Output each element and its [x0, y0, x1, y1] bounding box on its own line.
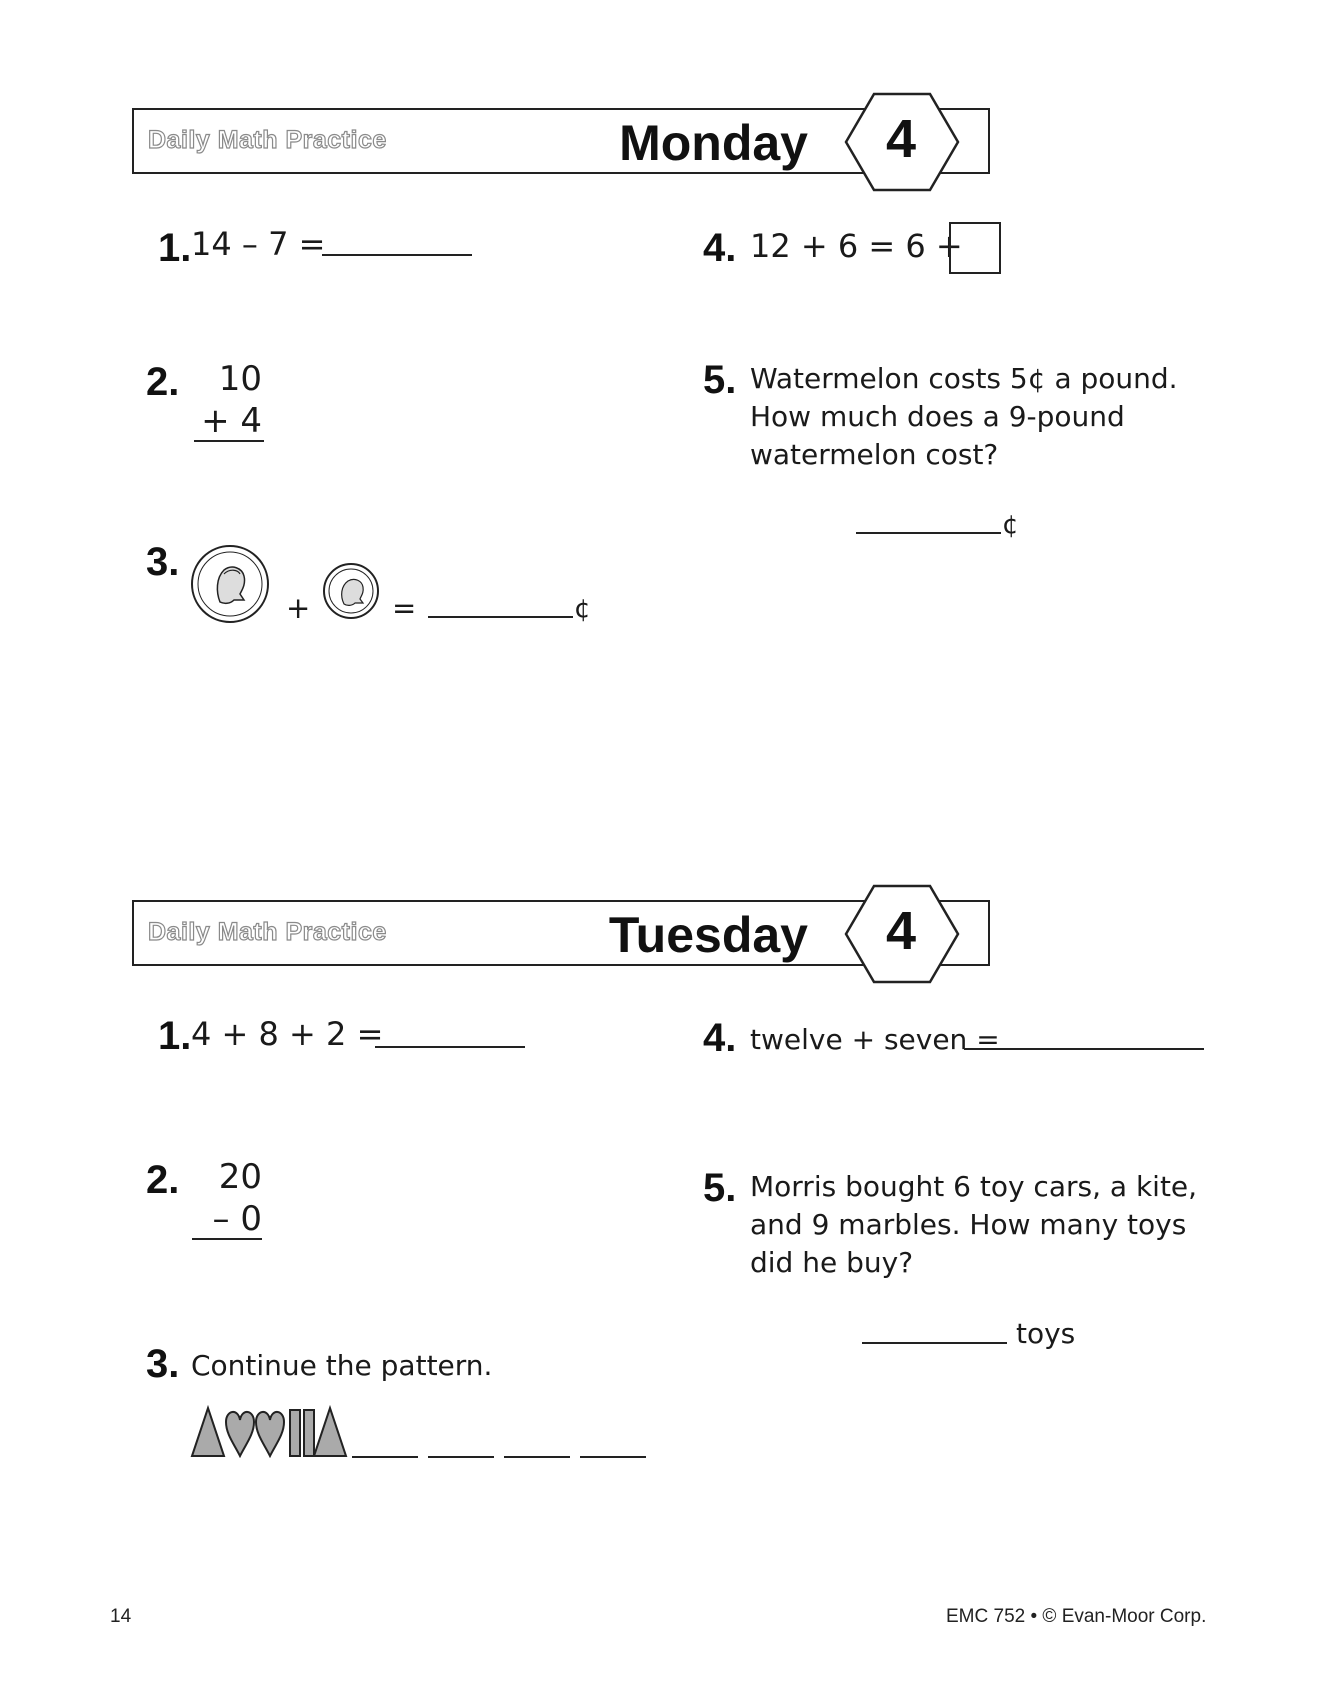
week-number: 4 [885, 901, 917, 961]
tuesday-banner [132, 900, 990, 966]
problem-number: 5. [703, 1166, 737, 1210]
monday-banner [132, 108, 990, 174]
heart-icon [256, 1412, 284, 1456]
bottom-operand: – 0 [212, 1199, 262, 1239]
problem-number: 5. [703, 358, 737, 402]
problem-expression: 12 + 6 = 6 + [750, 227, 963, 265]
problem-expression: 4 + 8 + 2 = [191, 1015, 384, 1053]
problem-number: 2. [146, 1158, 180, 1202]
problem-expression: 14 – 7 = [191, 225, 326, 263]
answer-blank[interactable] [322, 254, 472, 256]
problem-number: 4. [703, 226, 737, 270]
cents-unit: ¢ [574, 594, 591, 624]
problem-number: 3. [146, 1342, 180, 1386]
pattern-blank[interactable] [428, 1456, 494, 1458]
copyright-text: EMC 752 • © Evan-Moor Corp. [946, 1606, 1207, 1627]
vertical-problem [192, 1156, 262, 1240]
plus-sign: + [286, 591, 311, 625]
day-title: Monday [619, 115, 808, 171]
day-title: Tuesday [608, 907, 808, 963]
toys-unit: toys [1016, 1317, 1076, 1350]
equals-sign: = [392, 591, 417, 625]
brand-title: Daily Math Practice [148, 126, 387, 154]
pattern-blank[interactable] [504, 1456, 570, 1458]
problem-number: 1. [158, 226, 192, 270]
difference-line [192, 1238, 262, 1240]
answer-box[interactable] [949, 222, 1001, 274]
problem-number: 4. [703, 1016, 737, 1060]
top-operand: 10 [218, 359, 262, 399]
answer-blank[interactable] [856, 532, 1001, 534]
word-problem: Watermelon costs 5¢ a pound. How much does a 9-pound watermelon cost? [750, 362, 1178, 471]
problem-number: 1. [158, 1014, 192, 1058]
rectangle-icon [304, 1410, 314, 1456]
answer-blank[interactable] [862, 1342, 1007, 1344]
problem-number: 3. [146, 540, 180, 584]
answer-blank[interactable] [964, 1048, 1204, 1050]
shape-pattern [190, 1404, 350, 1458]
triangle-icon [192, 1408, 224, 1456]
answer-blank[interactable] [375, 1046, 525, 1048]
problem-number: 2. [146, 360, 180, 404]
pattern-blank[interactable] [580, 1456, 646, 1458]
rectangle-icon [290, 1410, 300, 1456]
pattern-blank[interactable] [352, 1456, 418, 1458]
problem-instruction: Continue the pattern. [191, 1349, 493, 1382]
week-number: 4 [885, 109, 917, 169]
page-number: 14 [110, 1606, 132, 1627]
sum-line [194, 440, 264, 442]
vertical-problem [192, 358, 262, 442]
brand-title: Daily Math Practice [148, 918, 387, 946]
heart-icon [226, 1412, 254, 1456]
bottom-operand: + 4 [201, 401, 262, 441]
answer-blank[interactable] [428, 616, 573, 618]
problem-expression: twelve + seven = [750, 1023, 1000, 1056]
top-operand: 20 [218, 1157, 262, 1197]
dime-coin-icon [322, 562, 380, 620]
cents-unit: ¢ [1002, 510, 1019, 540]
quarter-coin-icon [190, 544, 270, 624]
word-problem: Morris bought 6 toy cars, a kite, and 9 marbles. How many toys did he buy? [750, 1170, 1198, 1279]
triangle-icon [314, 1408, 346, 1456]
